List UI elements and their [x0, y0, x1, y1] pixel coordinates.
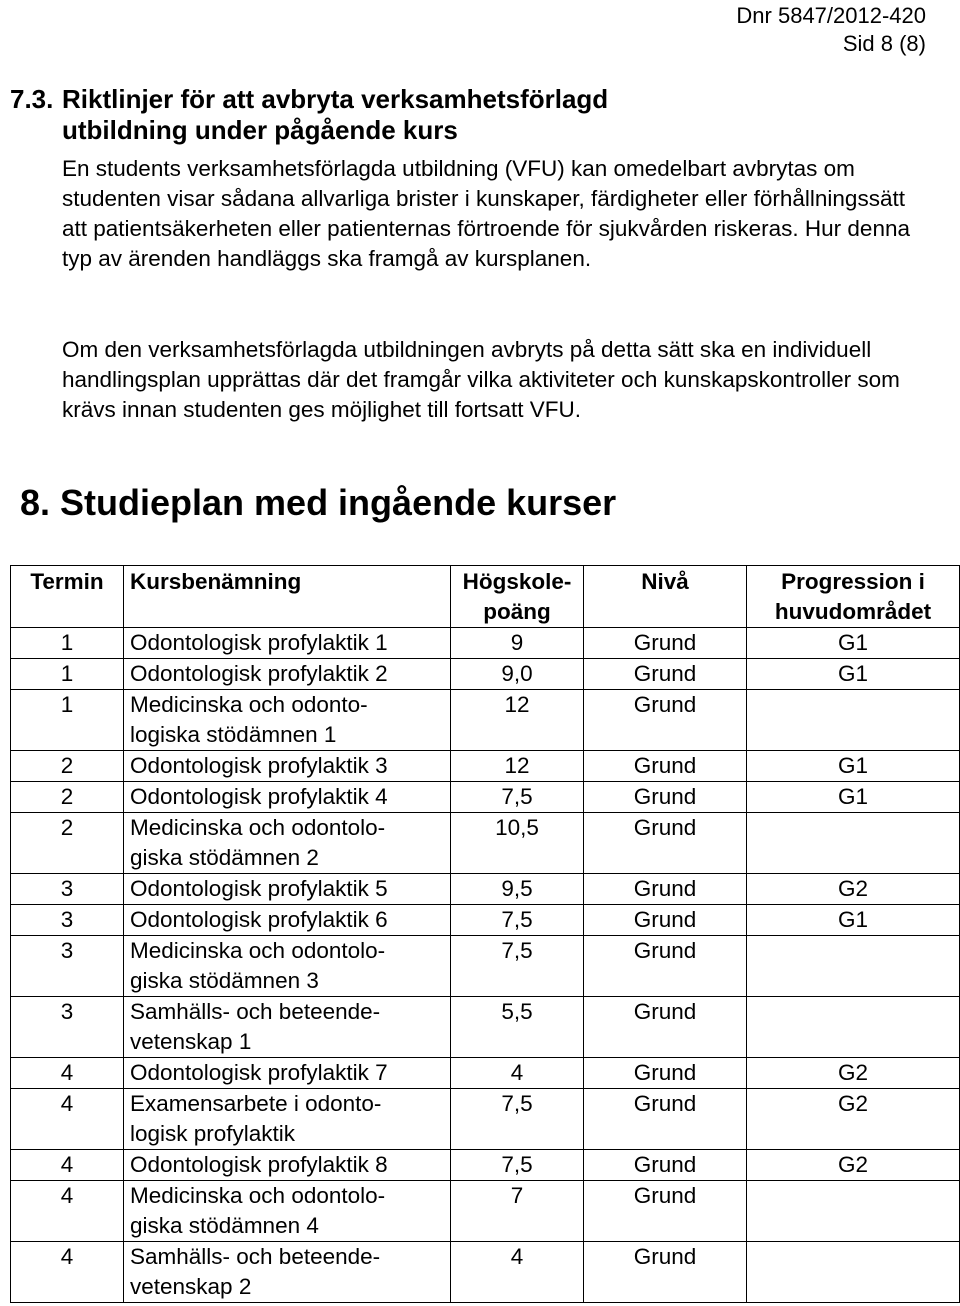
cell-term: 4 — [11, 1089, 124, 1150]
cell-credits: 7,5 — [451, 782, 584, 813]
table-row — [11, 905, 960, 936]
cell-level: Grund — [584, 782, 747, 813]
cell-level: Grund — [584, 936, 747, 997]
course-name-line1: Medicinska och odonto- — [130, 692, 368, 717]
cell-term: 2 — [11, 782, 124, 813]
cell-course — [124, 1089, 451, 1150]
cell-term: 4 — [11, 1058, 124, 1089]
course-name-line1: Odontologisk profylaktik 2 — [130, 661, 388, 686]
section-title: Riktlinjer för att avbryta verksamhetsförlagd utbildning under pågående kurs — [62, 84, 609, 145]
cell-level: Grund — [584, 905, 747, 936]
course-name-line2: giska stödämnen 2 — [130, 845, 319, 870]
cell-credits: 7,5 — [451, 1150, 584, 1181]
cell-level: Grund — [584, 1058, 747, 1089]
course-name-line1: Examensarbete i odonto- — [130, 1091, 382, 1116]
cell-progression: G1 — [747, 782, 960, 813]
table-row — [11, 874, 960, 905]
cell-level: Grund — [584, 874, 747, 905]
cell-course — [124, 659, 451, 690]
cell-level: Grund — [584, 628, 747, 659]
cell-course — [124, 936, 451, 997]
paragraph-vfu-termination: En students verksamhetsförlagda utbildning (VFU) kan omedelbart avbrytas om studenten visar sådana allvarliga brister i kunskaper, färdigheter eller förhållningssätt att patientsäkerheten eller patienternas förtroende för sjukvården riskeras. Hur denna typ av ärenden handläggs ska framgå av kursplanen. — [62, 156, 910, 271]
table-row — [11, 1242, 960, 1303]
section-8-heading: 8. Studieplan med ingående kurser — [20, 482, 617, 523]
course-name-line1: Samhälls- och beteende- — [130, 999, 381, 1024]
table-row — [11, 690, 960, 751]
header-credits-line1: Högskole- — [462, 569, 572, 594]
table-body — [11, 628, 960, 1303]
header-progression — [747, 566, 960, 628]
table-row — [11, 1181, 960, 1242]
course-name-line1: Samhälls- och beteende- — [130, 1244, 381, 1269]
course-name-line1: Odontologisk profylaktik 8 — [130, 1152, 388, 1177]
cell-term: 4 — [11, 1181, 124, 1242]
course-name-line2: logisk profylaktik — [130, 1121, 296, 1146]
table-row — [11, 628, 960, 659]
header-level: Nivå — [584, 566, 747, 628]
cell-course — [124, 905, 451, 936]
cell-level: Grund — [584, 1181, 747, 1242]
cell-course — [124, 751, 451, 782]
cell-course — [124, 782, 451, 813]
section-7-3-heading — [10, 84, 702, 146]
cell-credits: 7 — [451, 1181, 584, 1242]
cell-level: Grund — [584, 1150, 747, 1181]
course-name-line1: Medicinska och odontolo- — [130, 815, 386, 840]
cell-term: 4 — [11, 1150, 124, 1181]
cell-course — [124, 1058, 451, 1089]
cell-credits: 4 — [451, 1242, 584, 1303]
header-credits-line2: poäng — [483, 599, 551, 624]
table-header-row — [11, 566, 960, 628]
cell-credits: 9,5 — [451, 874, 584, 905]
cell-progression: G2 — [747, 874, 960, 905]
section-number: 7.3. — [10, 84, 54, 114]
course-name-line2: logiska stödämnen 1 — [130, 722, 337, 747]
table-row — [11, 751, 960, 782]
course-name-line1: Odontologisk profylaktik 6 — [130, 907, 388, 932]
course-name-line1: Odontologisk profylaktik 1 — [130, 630, 388, 655]
cell-progression — [747, 936, 960, 997]
cell-term: 1 — [11, 628, 124, 659]
cell-level: Grund — [584, 659, 747, 690]
cell-term: 1 — [11, 690, 124, 751]
course-name-line1: Medicinska och odontolo- — [130, 938, 386, 963]
cell-progression: G1 — [747, 659, 960, 690]
cell-progression: G1 — [747, 751, 960, 782]
cell-course — [124, 1181, 451, 1242]
cell-term: 2 — [11, 751, 124, 782]
cell-credits: 5,5 — [451, 997, 584, 1058]
cell-level: Grund — [584, 1242, 747, 1303]
header-progression-line1: Progression i — [781, 569, 925, 594]
cell-course — [124, 874, 451, 905]
cell-progression: G2 — [747, 1150, 960, 1181]
course-name-line1: Medicinska och odontolo- — [130, 1183, 386, 1208]
cell-level: Grund — [584, 690, 747, 751]
table-row — [11, 659, 960, 690]
header-credits — [451, 566, 584, 628]
cell-progression — [747, 997, 960, 1058]
cell-progression: G1 — [747, 628, 960, 659]
cell-progression — [747, 1242, 960, 1303]
cell-level: Grund — [584, 813, 747, 874]
cell-level: Grund — [584, 751, 747, 782]
cell-credits: 10,5 — [451, 813, 584, 874]
cell-progression: G2 — [747, 1089, 960, 1150]
table-row — [11, 936, 960, 997]
cell-course — [124, 1242, 451, 1303]
course-name-line2: vetenskap 1 — [130, 1029, 252, 1054]
header-term: Termin — [11, 566, 124, 628]
cell-course — [124, 690, 451, 751]
table-row — [11, 1150, 960, 1181]
cell-progression — [747, 813, 960, 874]
cell-term: 3 — [11, 997, 124, 1058]
cell-course — [124, 813, 451, 874]
cell-course — [124, 997, 451, 1058]
cell-progression: G2 — [747, 1058, 960, 1089]
course-name-line2: giska stödämnen 4 — [130, 1213, 319, 1238]
header-progression-line2: huvudområdet — [774, 599, 932, 624]
cell-credits: 7,5 — [451, 905, 584, 936]
table-row — [11, 1058, 960, 1089]
study-plan-table — [10, 565, 960, 1303]
header-course: Kursbenämning — [124, 566, 451, 628]
cell-level: Grund — [584, 1089, 747, 1150]
cell-level: Grund — [584, 997, 747, 1058]
cell-progression — [747, 690, 960, 751]
course-name-line1: Odontologisk profylaktik 5 — [130, 876, 388, 901]
cell-credits: 9 — [451, 628, 584, 659]
cell-term: 4 — [11, 1242, 124, 1303]
course-name-line1: Odontologisk profylaktik 7 — [130, 1060, 388, 1085]
cell-term: 3 — [11, 874, 124, 905]
page-number: Sid 8 (8) — [842, 31, 926, 56]
document-header — [736, 2, 926, 58]
cell-credits: 12 — [451, 751, 584, 782]
table-row — [11, 997, 960, 1058]
cell-term: 1 — [11, 659, 124, 690]
course-name-line1: Odontologisk profylaktik 4 — [130, 784, 388, 809]
course-name-line1: Odontologisk profylaktik 3 — [130, 753, 388, 778]
cell-course — [124, 1150, 451, 1181]
cell-credits: 9,0 — [451, 659, 584, 690]
cell-credits: 4 — [451, 1058, 584, 1089]
cell-term: 3 — [11, 905, 124, 936]
cell-credits: 7,5 — [451, 936, 584, 997]
document-number: Dnr 5847/2012-420 — [736, 3, 926, 28]
paragraph-action-plan: Om den verksamhetsförlagda utbildningen avbryts på detta sätt ska en individuell handlingsplan upprättas där det framgår vilka aktiviteter och kunskapskontroller som krävs innan studenten ges möjlighet till fortsatt VFU. — [62, 337, 900, 422]
cell-term: 3 — [11, 936, 124, 997]
cell-course — [124, 628, 451, 659]
table-row — [11, 813, 960, 874]
cell-progression: G1 — [747, 905, 960, 936]
table-row — [11, 1089, 960, 1150]
cell-credits: 7,5 — [451, 1089, 584, 1150]
course-name-line2: vetenskap 2 — [130, 1274, 252, 1299]
cell-credits: 12 — [451, 690, 584, 751]
course-name-line2: giska stödämnen 3 — [130, 968, 319, 993]
cell-term: 2 — [11, 813, 124, 874]
table-row — [11, 782, 960, 813]
cell-progression — [747, 1181, 960, 1242]
